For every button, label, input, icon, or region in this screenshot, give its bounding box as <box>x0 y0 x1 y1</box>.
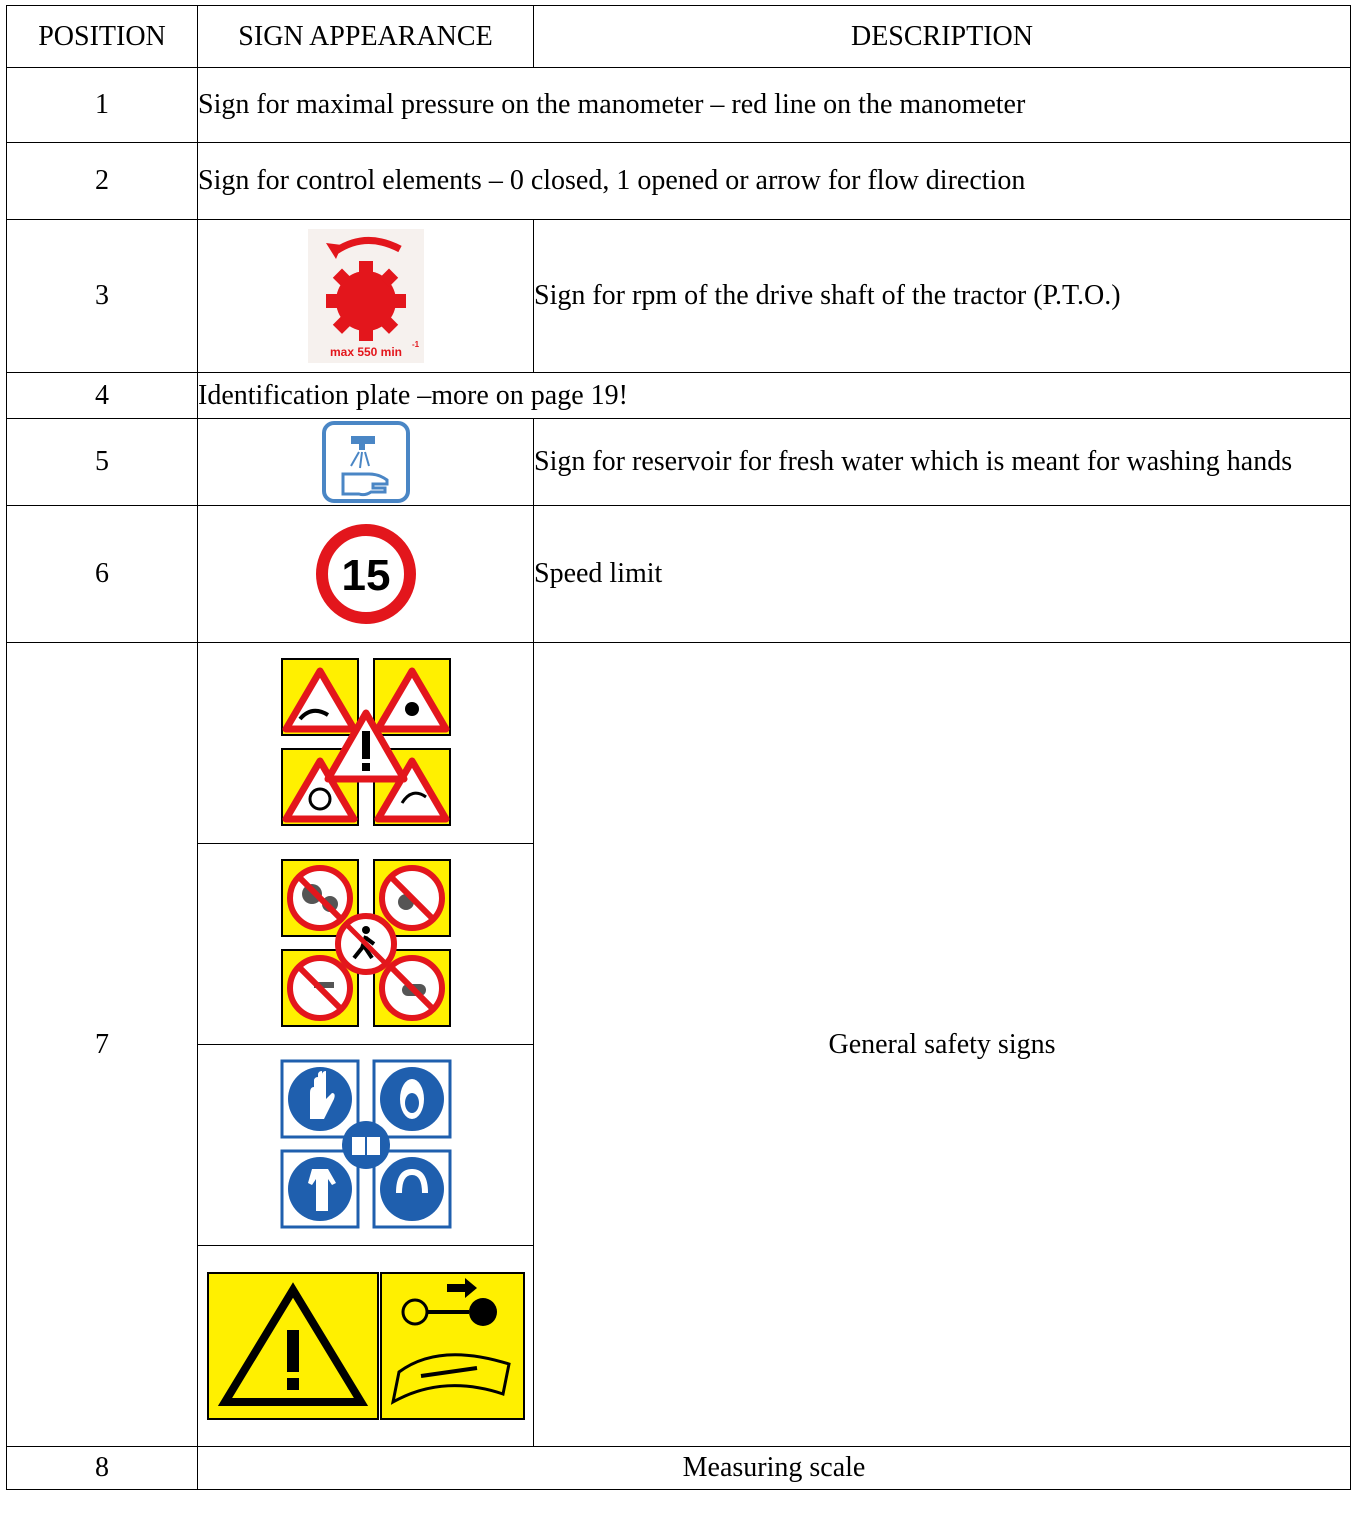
mandatory-ppe-signs-icon <box>278 1059 454 1231</box>
sign-appearance-cell <box>198 220 534 373</box>
row-position: 4 <box>7 373 198 419</box>
pto-rpm-sign-icon <box>308 229 424 363</box>
pto-sign-superscript: -1 <box>411 340 419 349</box>
table-row <box>7 373 1351 419</box>
signs-table <box>6 5 1351 1490</box>
mandatory-signs-group <box>198 1045 533 1246</box>
header-row <box>7 6 1351 68</box>
sign-appearance-cell <box>198 419 534 506</box>
table-row <box>7 143 1351 220</box>
row-description: Speed limit <box>534 506 1351 643</box>
key-manual-signs-group <box>198 1246 533 1446</box>
warning-triangle-signs-icon <box>278 657 454 829</box>
row-description: Measuring scale <box>198 1447 1351 1490</box>
row-position: 7 <box>7 643 198 1447</box>
row-description: Identification plate –more on page 19! <box>198 373 1351 419</box>
table-row <box>7 506 1351 643</box>
row-description: Sign for reservoir for fresh water which is meant for washing hands <box>534 419 1351 506</box>
pto-sign-label: max 550 min <box>329 345 402 359</box>
header-sign-appearance: SIGN APPEARANCE <box>198 6 534 68</box>
prohibition-signs-icon <box>278 858 454 1030</box>
table-row <box>7 1447 1351 1490</box>
row-position: 6 <box>7 506 198 643</box>
speed-limit-sign-icon <box>314 522 418 626</box>
sign-appearance-cell <box>198 643 534 1447</box>
attention-key-manual-signs-icon <box>207 1272 525 1420</box>
table-row <box>7 68 1351 143</box>
table-row <box>7 643 1351 1447</box>
table-row <box>7 220 1351 373</box>
row-description: Sign for rpm of the drive shaft of the tractor (P.T.O.) <box>534 220 1351 373</box>
row-description: Sign for maximal pressure on the manometer – red line on the manometer <box>198 68 1351 143</box>
sign-appearance-cell <box>198 506 534 643</box>
row-position: 3 <box>7 220 198 373</box>
hand-washing-sign-icon <box>321 420 411 504</box>
prohibition-signs-group <box>198 844 533 1045</box>
row-position: 1 <box>7 68 198 143</box>
row-position: 5 <box>7 419 198 506</box>
warning-signs-group <box>198 643 533 844</box>
row-description: Sign for control elements – 0 closed, 1 opened or arrow for flow direction <box>198 143 1351 220</box>
row-description: General safety signs <box>534 643 1351 1447</box>
speed-limit-value: 15 <box>341 551 390 600</box>
table-row <box>7 419 1351 506</box>
header-position: POSITION <box>7 6 198 68</box>
row-position: 2 <box>7 143 198 220</box>
header-description: DESCRIPTION <box>534 6 1351 68</box>
row-position: 8 <box>7 1447 198 1490</box>
